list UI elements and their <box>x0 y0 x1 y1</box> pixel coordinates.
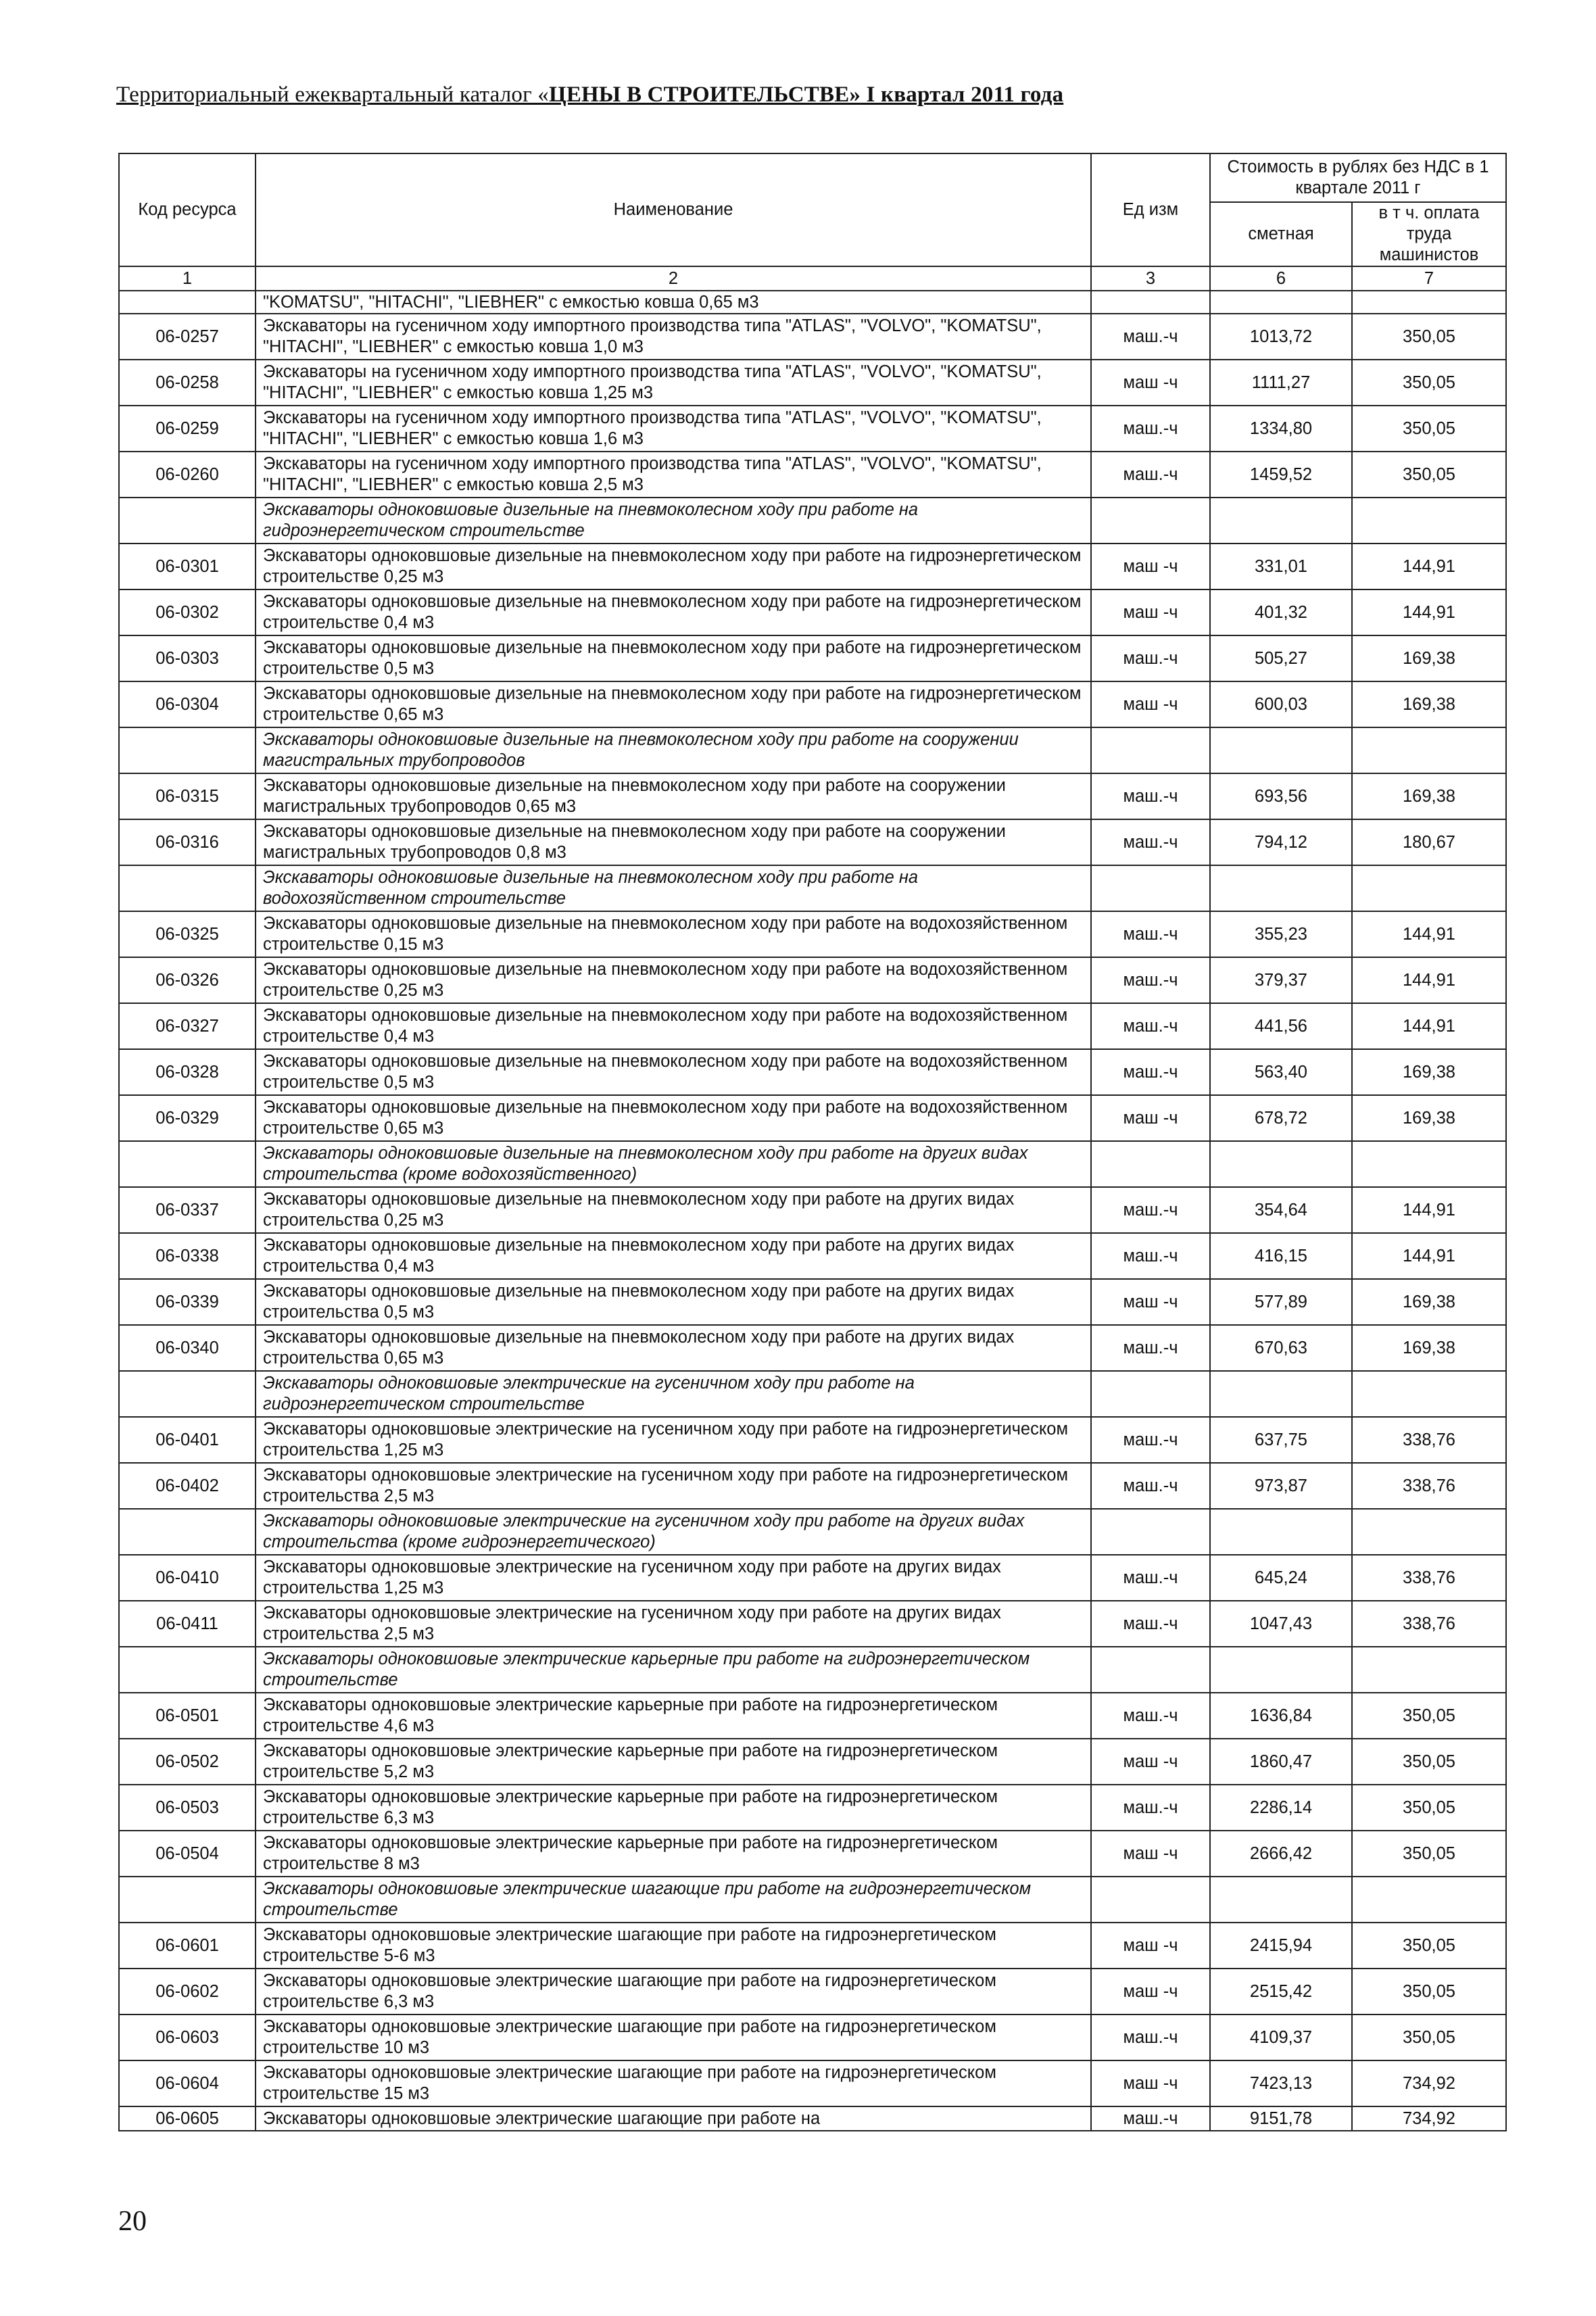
unit-cell: маш -ч <box>1091 360 1210 406</box>
resource-code: 06-0605 <box>119 2106 256 2131</box>
unit-cell: маш -ч <box>1091 1969 1210 2015</box>
cost-cell: 9151,78 <box>1210 2106 1352 2131</box>
table-row <box>119 1463 1506 1509</box>
table-row <box>119 1049 1506 1095</box>
cost-cell: 670,63 <box>1210 1325 1352 1371</box>
unit-cell <box>1091 1509 1210 1555</box>
resource-name: Экскаваторы одноковшовые дизельные на пневмоколесном ходу при работе на гидроэнергетическом строительстве 0,25 м3 <box>256 544 1091 589</box>
resource-code: 06-0304 <box>119 681 256 727</box>
unit-cell: маш.-ч <box>1091 1601 1210 1647</box>
wages-cell: 144,91 <box>1352 957 1506 1003</box>
col-header-code: Код ресурса <box>119 153 256 266</box>
col-header-cost-group: Стоимость в рублях без НДС в 1 квартале 2011 г <box>1210 153 1506 202</box>
resource-name: Экскаваторы одноковшовые дизельные на пневмоколесном ходу при работе на гидроэнергетическом строительстве 0,65 м3 <box>256 681 1091 727</box>
table-row <box>119 819 1506 865</box>
resource-name: Экскаваторы на гусеничном ходу импортного производства типа "ATLAS", "VOLVO", "KOMATSU", "HITACHI", "LIEBHER" с емкостью ковша 1,6 м3 <box>256 406 1091 452</box>
unit-cell: маш.-ч <box>1091 1187 1210 1233</box>
wages-cell: 734,92 <box>1352 2060 1506 2106</box>
resource-code: 06-0338 <box>119 1233 256 1279</box>
unit-cell <box>1091 498 1210 544</box>
col-header-wages: в т ч. оплата труда машинистов <box>1352 202 1506 266</box>
cost-cell: 416,15 <box>1210 1233 1352 1279</box>
resource-code: 06-0315 <box>119 773 256 819</box>
table-row <box>119 1325 1506 1371</box>
resource-code: 06-0257 <box>119 314 256 360</box>
resource-code: 06-0302 <box>119 589 256 635</box>
resource-code: 06-0503 <box>119 1785 256 1831</box>
col-number: 3 <box>1091 266 1210 291</box>
cost-cell <box>1210 291 1352 314</box>
resource-name: Экскаваторы одноковшовые дизельные на пневмоколесном ходу при работе на других видах строительства 0,5 м3 <box>256 1279 1091 1325</box>
cost-cell: 2286,14 <box>1210 1785 1352 1831</box>
unit-cell: маш -ч <box>1091 681 1210 727</box>
unit-cell <box>1091 865 1210 911</box>
resource-code: 06-0325 <box>119 911 256 957</box>
table-row <box>119 635 1506 681</box>
table-row <box>119 314 1506 360</box>
table-row <box>119 406 1506 452</box>
unit-cell <box>1091 1647 1210 1693</box>
unit-cell: маш -ч <box>1091 1279 1210 1325</box>
cost-cell: 7423,13 <box>1210 2060 1352 2106</box>
wages-cell: 169,38 <box>1352 1095 1506 1141</box>
table-row <box>119 1233 1506 1279</box>
table-row <box>119 1095 1506 1141</box>
resource-code: 06-0327 <box>119 1003 256 1049</box>
wages-cell <box>1352 1141 1506 1187</box>
wages-cell: 350,05 <box>1352 406 1506 452</box>
section-header-row <box>119 498 1506 544</box>
resource-code: 06-0401 <box>119 1417 256 1463</box>
unit-cell: маш.-ч <box>1091 957 1210 1003</box>
resource-code: 06-0303 <box>119 635 256 681</box>
resource-code: 06-0260 <box>119 452 256 498</box>
cost-cell: 2415,94 <box>1210 1923 1352 1969</box>
unit-cell: маш.-ч <box>1091 2015 1210 2060</box>
resource-code: 06-0340 <box>119 1325 256 1371</box>
resource-code: 06-0328 <box>119 1049 256 1095</box>
wages-cell: 350,05 <box>1352 314 1506 360</box>
cost-cell: 401,32 <box>1210 589 1352 635</box>
resource-name: Экскаваторы одноковшовые дизельные на пневмоколесном ходу при работе на водохозяйственном строительстве 0,5 м3 <box>256 1049 1091 1095</box>
unit-cell: маш.-ч <box>1091 1003 1210 1049</box>
cost-cell: 4109,37 <box>1210 2015 1352 2060</box>
cost-cell: 1111,27 <box>1210 360 1352 406</box>
wages-cell: 144,91 <box>1352 911 1506 957</box>
wages-cell: 180,67 <box>1352 819 1506 865</box>
col-header-name: Наименование <box>256 153 1091 266</box>
resource-code: 06-0339 <box>119 1279 256 1325</box>
resource-name: Экскаваторы одноковшовые электрические на гусеничном ходу при работе на гидроэнергетическом строительства 1,25 м3 <box>256 1417 1091 1463</box>
resource-name: Экскаваторы одноковшовые электрические на гусеничном ходу при работе на других видах строительства 1,25 м3 <box>256 1555 1091 1601</box>
table-row <box>119 2015 1506 2060</box>
title-part1: Территориальный ежеквартальный каталог « <box>116 82 549 107</box>
unit-cell: маш.-ч <box>1091 1555 1210 1601</box>
section-header-row <box>119 1371 1506 1417</box>
resource-code <box>119 1141 256 1187</box>
cost-cell <box>1210 1371 1352 1417</box>
cost-cell: 2666,42 <box>1210 1831 1352 1877</box>
resource-name: Экскаваторы одноковшовые электрические на гусеничном ходу при работе на гидроэнергетическом строительства 2,5 м3 <box>256 1463 1091 1509</box>
wages-cell: 169,38 <box>1352 1279 1506 1325</box>
wages-cell <box>1352 1371 1506 1417</box>
unit-cell: маш.-ч <box>1091 1693 1210 1739</box>
resource-name: Экскаваторы одноковшовые дизельные на пневмоколесном ходу при работе на сооружении магистральных трубопроводов <box>256 727 1091 773</box>
resource-name: Экскаваторы одноковшовые электрические карьерные при работе на гидроэнергетическом строительстве 8 м3 <box>256 1831 1091 1877</box>
resource-code: 06-0501 <box>119 1693 256 1739</box>
section-header-row <box>119 727 1506 773</box>
cost-cell: 1459,52 <box>1210 452 1352 498</box>
cost-cell: 794,12 <box>1210 819 1352 865</box>
col-header-unit: Ед изм <box>1091 153 1210 266</box>
wages-cell <box>1352 291 1506 314</box>
resource-code <box>119 498 256 544</box>
unit-cell: маш.-ч <box>1091 1417 1210 1463</box>
table-row <box>119 1739 1506 1785</box>
table-row <box>119 681 1506 727</box>
wages-cell: 734,92 <box>1352 2106 1506 2131</box>
resource-code: 06-0502 <box>119 1739 256 1785</box>
resource-code: 06-0326 <box>119 957 256 1003</box>
wages-cell: 350,05 <box>1352 360 1506 406</box>
resource-name: Экскаваторы одноковшовые электрические карьерные при работе на гидроэнергетическом строительстве <box>256 1647 1091 1693</box>
col-number: 1 <box>119 266 256 291</box>
resource-name: Экскаваторы одноковшовые дизельные на пневмоколесном ходу при работе на других видах строительства (кроме водохозяйственного) <box>256 1141 1091 1187</box>
cost-cell <box>1210 1647 1352 1693</box>
wages-cell: 350,05 <box>1352 1693 1506 1739</box>
cost-cell: 2515,42 <box>1210 1969 1352 2015</box>
cost-cell <box>1210 865 1352 911</box>
resource-name: Экскаваторы одноковшовые дизельные на пневмоколесном ходу при работе на гидроэнергетическом строительстве 0,4 м3 <box>256 589 1091 635</box>
cost-cell: 973,87 <box>1210 1463 1352 1509</box>
cost-cell: 693,56 <box>1210 773 1352 819</box>
wages-cell: 338,76 <box>1352 1601 1506 1647</box>
resource-name: Экскаваторы одноковшовые электрические шагающие при работе на гидроэнергетическом строительстве 6,3 м3 <box>256 1969 1091 2015</box>
section-header-row <box>119 1647 1506 1693</box>
unit-cell: маш.-ч <box>1091 819 1210 865</box>
resource-code: 06-0301 <box>119 544 256 589</box>
wages-cell <box>1352 1877 1506 1923</box>
resource-name: Экскаваторы одноковшовые дизельные на пневмоколесном ходу при работе на других видах строительства 0,4 м3 <box>256 1233 1091 1279</box>
resource-code <box>119 727 256 773</box>
resource-name: Экскаваторы одноковшовые дизельные на пневмоколесном ходу при работе на других видах строительства 0,65 м3 <box>256 1325 1091 1371</box>
resource-name: Экскаваторы одноковшовые дизельные на пневмоколесном ходу при работе на сооружении магистральных трубопроводов 0,65 м3 <box>256 773 1091 819</box>
table-row <box>119 452 1506 498</box>
unit-cell: маш.-ч <box>1091 2106 1210 2131</box>
unit-cell: маш.-ч <box>1091 911 1210 957</box>
resource-name: Экскаваторы одноковшовые дизельные на пневмоколесном ходу при работе на водохозяйственном строительстве 0,25 м3 <box>256 957 1091 1003</box>
unit-cell: маш.-ч <box>1091 1049 1210 1095</box>
wages-cell: 350,05 <box>1352 1969 1506 2015</box>
cost-cell <box>1210 1509 1352 1555</box>
resource-name: Экскаваторы одноковшовые дизельные на пневмоколесном ходу при работе на гидроэнергетическом строительстве 0,5 м3 <box>256 635 1091 681</box>
table-row <box>119 1003 1506 1049</box>
unit-cell <box>1091 1371 1210 1417</box>
table-row <box>119 544 1506 589</box>
wages-cell <box>1352 727 1506 773</box>
cost-cell: 678,72 <box>1210 1095 1352 1141</box>
wages-cell: 169,38 <box>1352 1325 1506 1371</box>
cost-cell: 563,40 <box>1210 1049 1352 1095</box>
cost-cell: 379,37 <box>1210 957 1352 1003</box>
cost-cell <box>1210 498 1352 544</box>
cost-cell <box>1210 1141 1352 1187</box>
unit-cell: маш -ч <box>1091 1831 1210 1877</box>
resource-code <box>119 1877 256 1923</box>
unit-cell: маш -ч <box>1091 1739 1210 1785</box>
table-row <box>119 291 1506 314</box>
wages-cell: 144,91 <box>1352 1003 1506 1049</box>
unit-cell: маш.-ч <box>1091 406 1210 452</box>
resource-name: Экскаваторы одноковшовые электрические шагающие при работе на гидроэнергетическом строительстве 10 м3 <box>256 2015 1091 2060</box>
table-row <box>119 2106 1506 2131</box>
table-row <box>119 1417 1506 1463</box>
resource-name: Экскаваторы одноковшовые электрические на гусеничном ходу при работе на других видах строительства (кроме гидроэнергетического) <box>256 1509 1091 1555</box>
unit-cell <box>1091 1141 1210 1187</box>
page-title <box>116 82 1063 107</box>
resource-code: 06-0411 <box>119 1601 256 1647</box>
table-row <box>119 589 1506 635</box>
cost-cell: 1013,72 <box>1210 314 1352 360</box>
unit-cell <box>1091 1877 1210 1923</box>
section-header-row <box>119 1141 1506 1187</box>
table-row <box>119 1785 1506 1831</box>
table-row <box>119 1969 1506 2015</box>
col-number: 2 <box>256 266 1091 291</box>
resource-name: Экскаваторы одноковшовые дизельные на пневмоколесном ходу при работе на водохозяйственном строительстве <box>256 865 1091 911</box>
resource-name: Экскаваторы одноковшовые дизельные на пневмоколесном ходу при работе на гидроэнергетическом строительстве <box>256 498 1091 544</box>
table-row <box>119 911 1506 957</box>
section-header-row <box>119 865 1506 911</box>
wages-cell: 350,05 <box>1352 2015 1506 2060</box>
table-row <box>119 1555 1506 1601</box>
unit-cell: маш.-ч <box>1091 635 1210 681</box>
resource-name: Экскаваторы одноковшовые дизельные на пневмоколесном ходу при работе на водохозяйственном строительстве 0,65 м3 <box>256 1095 1091 1141</box>
resource-name: Экскаваторы на гусеничном ходу импортного производства типа "ATLAS", "VOLVO", "KOMATSU", "HITACHI", "LIEBHER" с емкостью ковша 1,25 м3 <box>256 360 1091 406</box>
table-row <box>119 1601 1506 1647</box>
resource-code: 06-0504 <box>119 1831 256 1877</box>
cost-cell: 441,56 <box>1210 1003 1352 1049</box>
wages-cell: 144,91 <box>1352 1233 1506 1279</box>
resource-name: Экскаваторы одноковшовые электрические карьерные при работе на гидроэнергетическом строительстве 4,6 м3 <box>256 1693 1091 1739</box>
unit-cell: маш.-ч <box>1091 1325 1210 1371</box>
col-number: 7 <box>1352 266 1506 291</box>
unit-cell <box>1091 291 1210 314</box>
table-row <box>119 2060 1506 2106</box>
wages-cell: 169,38 <box>1352 635 1506 681</box>
resource-name: Экскаваторы на гусеничном ходу импортного производства типа "ATLAS", "VOLVO", "KOMATSU", "HITACHI", "LIEBHER" с емкостью ковша 2,5 м3 <box>256 452 1091 498</box>
wages-cell <box>1352 1509 1506 1555</box>
wages-cell: 144,91 <box>1352 544 1506 589</box>
resource-code: 06-0601 <box>119 1923 256 1969</box>
title-part2: I квартал 2011 года <box>861 82 1064 107</box>
unit-cell: маш.-ч <box>1091 1785 1210 1831</box>
cost-cell <box>1210 727 1352 773</box>
cost-cell: 645,24 <box>1210 1555 1352 1601</box>
cost-cell: 577,89 <box>1210 1279 1352 1325</box>
unit-cell: маш.-ч <box>1091 1463 1210 1509</box>
title-bold: ЦЕНЫ В СТРОИТЕЛЬСТВЕ» <box>548 82 861 107</box>
resource-code: 06-0410 <box>119 1555 256 1601</box>
resource-name: "KOMATSU", "HITACHI", "LIEBHER" с емкостью ковша 0,65 м3 <box>256 291 1091 314</box>
page-number: 20 <box>118 2206 147 2237</box>
resource-name: Экскаваторы одноковшовые дизельные на пневмоколесном ходу при работе на водохозяйственном строительстве 0,4 м3 <box>256 1003 1091 1049</box>
resource-name: Экскаваторы одноковшовые дизельные на пневмоколесном ходу при работе на водохозяйственном строительстве 0,15 м3 <box>256 911 1091 957</box>
resource-name: Экскаваторы одноковшовые электрические шагающие при работе на гидроэнергетическом строительстве 5-6 м3 <box>256 1923 1091 1969</box>
resource-code: 06-0258 <box>119 360 256 406</box>
resource-name: Экскаваторы одноковшовые электрические карьерные при работе на гидроэнергетическом строительстве 6,3 м3 <box>256 1785 1091 1831</box>
cost-cell: 1860,47 <box>1210 1739 1352 1785</box>
resource-code: 06-0259 <box>119 406 256 452</box>
wages-cell: 144,91 <box>1352 1187 1506 1233</box>
cost-cell: 355,23 <box>1210 911 1352 957</box>
cost-cell: 1334,80 <box>1210 406 1352 452</box>
resource-code: 06-0316 <box>119 819 256 865</box>
resource-code <box>119 1371 256 1417</box>
unit-cell: маш.-ч <box>1091 1233 1210 1279</box>
resource-code <box>119 291 256 314</box>
resource-name: Экскаваторы одноковшовые электрические карьерные при работе на гидроэнергетическом строительстве 5,2 м3 <box>256 1739 1091 1785</box>
table-row <box>119 1923 1506 1969</box>
resource-name: Экскаваторы одноковшовые электрические на гусеничном ходу при работе на других видах строительства 2,5 м3 <box>256 1601 1091 1647</box>
table-row <box>119 1693 1506 1739</box>
unit-cell <box>1091 727 1210 773</box>
unit-cell: маш -ч <box>1091 544 1210 589</box>
table-row <box>119 773 1506 819</box>
resource-name: Экскаваторы одноковшовые электрические на гусеничном ходу при работе на гидроэнергетическом строительстве <box>256 1371 1091 1417</box>
resource-code: 06-0603 <box>119 2015 256 2060</box>
resource-name: Экскаваторы одноковшовые дизельные на пневмоколесном ходу при работе на сооружении магистральных трубопроводов 0,8 м3 <box>256 819 1091 865</box>
table-row <box>119 1187 1506 1233</box>
wages-cell: 350,05 <box>1352 1739 1506 1785</box>
wages-cell: 350,05 <box>1352 1831 1506 1877</box>
col-number: 6 <box>1210 266 1352 291</box>
wages-cell <box>1352 498 1506 544</box>
unit-cell: маш.-ч <box>1091 314 1210 360</box>
unit-cell: маш -ч <box>1091 1923 1210 1969</box>
resource-code <box>119 1509 256 1555</box>
resource-code: 06-0337 <box>119 1187 256 1233</box>
unit-cell: маш.-ч <box>1091 452 1210 498</box>
wages-cell: 338,76 <box>1352 1463 1506 1509</box>
wages-cell: 169,38 <box>1352 681 1506 727</box>
wages-cell: 338,76 <box>1352 1417 1506 1463</box>
table-row <box>119 1831 1506 1877</box>
table-row <box>119 957 1506 1003</box>
unit-cell: маш -ч <box>1091 1095 1210 1141</box>
resource-code <box>119 865 256 911</box>
cost-cell: 600,03 <box>1210 681 1352 727</box>
col-header-estimated: сметная <box>1210 202 1352 266</box>
cost-cell: 1636,84 <box>1210 1693 1352 1739</box>
wages-cell: 338,76 <box>1352 1555 1506 1601</box>
price-table <box>118 153 1507 2131</box>
section-header-row <box>119 1509 1506 1555</box>
resource-name: Экскаваторы на гусеничном ходу импортного производства типа "ATLAS", "VOLVO", "KOMATSU", "HITACHI", "LIEBHER" с емкостью ковша 1,0 м3 <box>256 314 1091 360</box>
unit-cell: маш -ч <box>1091 589 1210 635</box>
wages-cell: 169,38 <box>1352 773 1506 819</box>
resource-code: 06-0329 <box>119 1095 256 1141</box>
unit-cell: маш -ч <box>1091 2060 1210 2106</box>
cost-cell <box>1210 1877 1352 1923</box>
resource-name: Экскаваторы одноковшовые дизельные на пневмоколесном ходу при работе на других видах строительства 0,25 м3 <box>256 1187 1091 1233</box>
cost-cell: 354,64 <box>1210 1187 1352 1233</box>
wages-cell: 350,05 <box>1352 1785 1506 1831</box>
table-row <box>119 360 1506 406</box>
resource-name: Экскаваторы одноковшовые электрические шагающие при работе на гидроэнергетическом строительстве <box>256 1877 1091 1923</box>
unit-cell: маш.-ч <box>1091 773 1210 819</box>
wages-cell <box>1352 1647 1506 1693</box>
wages-cell <box>1352 865 1506 911</box>
cost-cell: 1047,43 <box>1210 1601 1352 1647</box>
wages-cell: 350,05 <box>1352 452 1506 498</box>
resource-name: Экскаваторы одноковшовые электрические шагающие при работе на <box>256 2106 1091 2131</box>
resource-code: 06-0604 <box>119 2060 256 2106</box>
resource-code: 06-0402 <box>119 1463 256 1509</box>
wages-cell: 350,05 <box>1352 1923 1506 1969</box>
table-row <box>119 1279 1506 1325</box>
cost-cell: 505,27 <box>1210 635 1352 681</box>
cost-cell: 637,75 <box>1210 1417 1352 1463</box>
resource-code: 06-0602 <box>119 1969 256 2015</box>
wages-cell: 169,38 <box>1352 1049 1506 1095</box>
resource-code <box>119 1647 256 1693</box>
resource-name: Экскаваторы одноковшовые электрические шагающие при работе на гидроэнергетическом строительстве 15 м3 <box>256 2060 1091 2106</box>
section-header-row <box>119 1877 1506 1923</box>
wages-cell: 144,91 <box>1352 589 1506 635</box>
cost-cell: 331,01 <box>1210 544 1352 589</box>
